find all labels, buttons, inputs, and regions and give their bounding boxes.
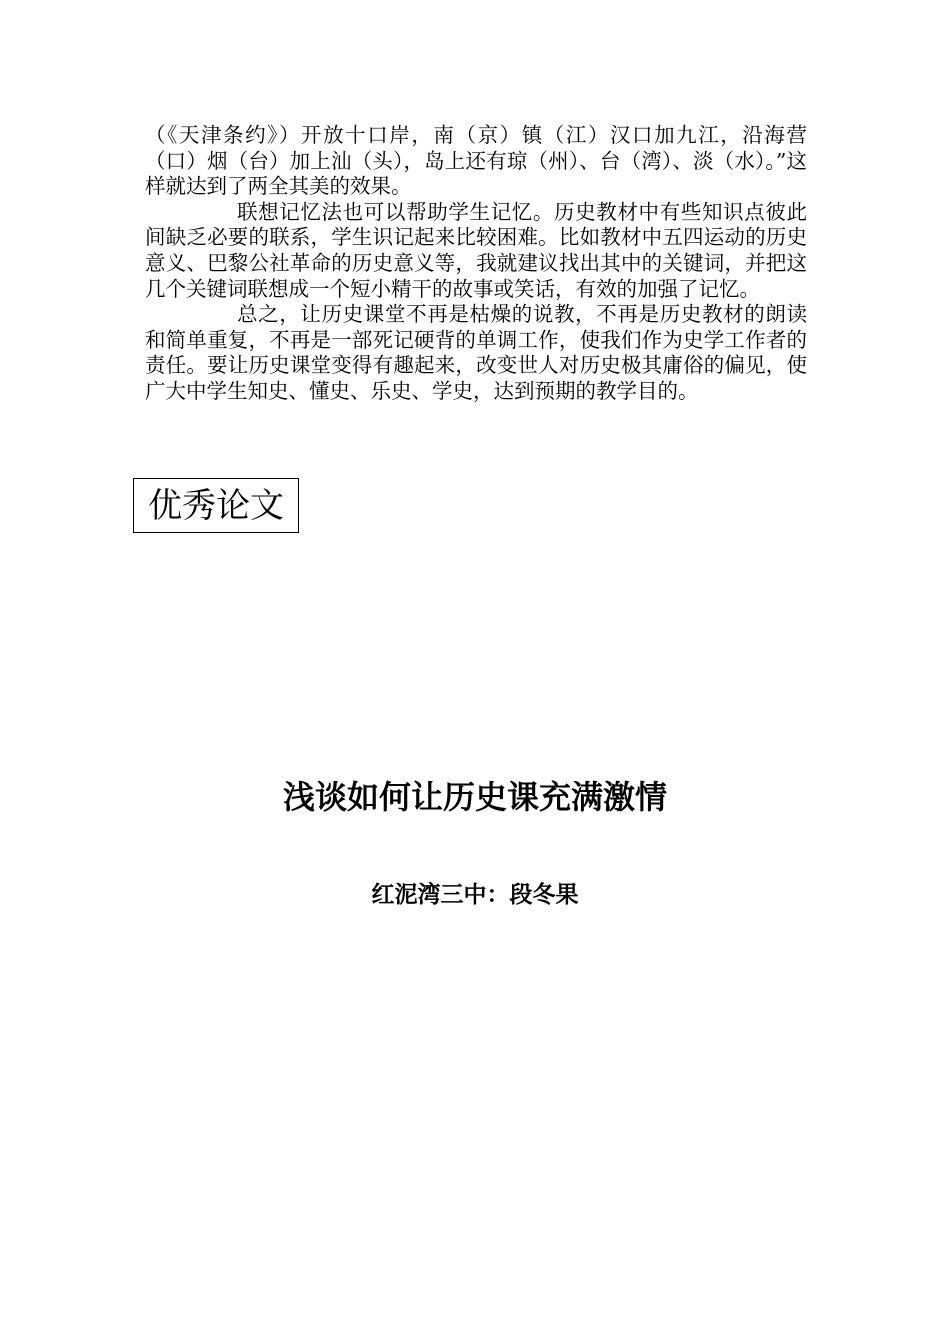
paragraph-treaty-ports: （《天津条约》）开放十口岸，南（京）镇（江）汉口加九江，沿海营（口）烟（台）加上汕（头），岛上还有琼（州）、台（湾）、淡（水）。”这样就达到了两全其美的效果。 (145, 123, 807, 199)
paragraph-association-memory: 联想记忆法也可以帮助学生记忆。历史教材中有些知识点彼此间缺乏必要的联系，学生识记起来比较困难。比如教材中五四运动的历史意义、巴黎公社革命的历史意义等，我就建议找出其中的关键词，并把这几个关键词联想成一个短小精干的故事或笑话，有效的加强了记忆。 (145, 199, 807, 301)
article-author: 红泥湾三中：段冬果 (371, 882, 579, 908)
section-tag-label: 优秀论文 (148, 485, 284, 526)
paragraph-conclusion: 总之，让历史课堂不再是枯燥的说教，不再是历史教材的朗读和简单重复，不再是一部死记硬背的单调工作，使我们作为史学工作者的责任。要让历史课堂变得有趣起来，改变世人对历史极其庸俗的偏见，使广大中学生知史、懂史、乐史、学史，达到预期的教学目的。 (145, 302, 807, 403)
section-tag-box (133, 478, 299, 533)
article-title: 浅谈如何让历史课充满激情 (282, 778, 667, 816)
previous-article-continuation (145, 123, 807, 405)
